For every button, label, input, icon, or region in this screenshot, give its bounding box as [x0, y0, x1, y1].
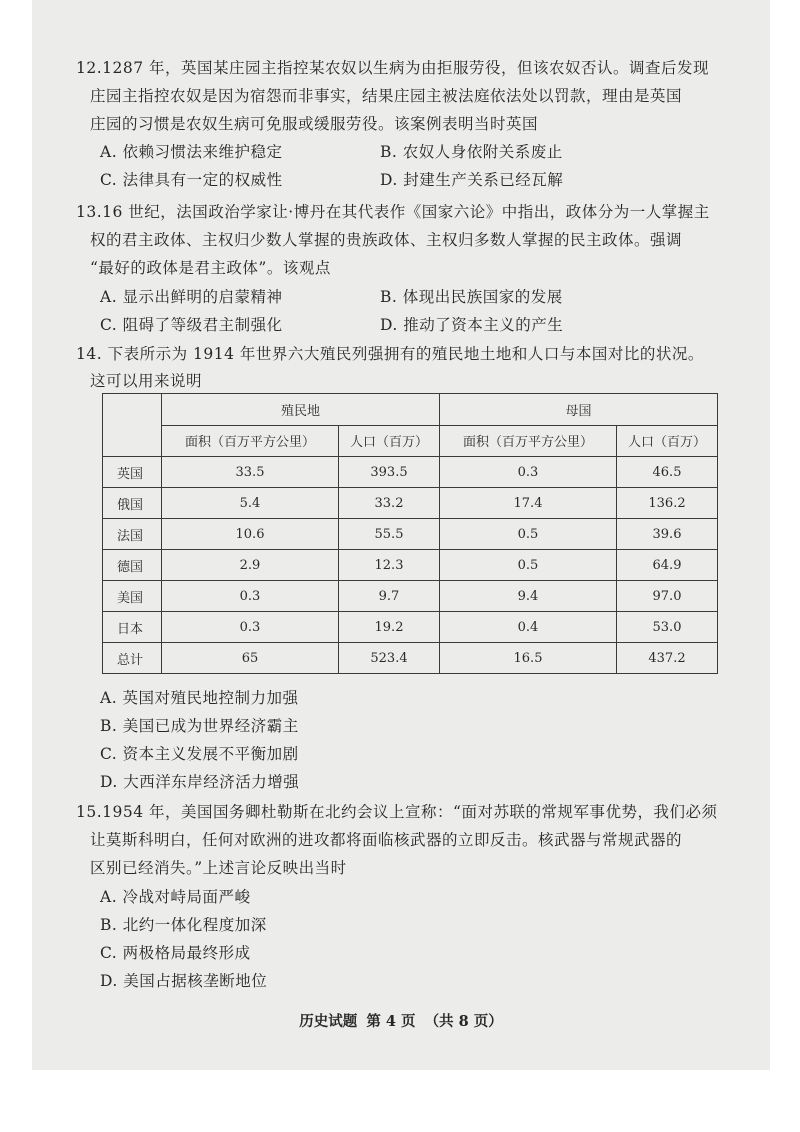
- q13-option-d: D. 推动了资本主义的产生: [380, 316, 564, 334]
- page-footer: [32, 1010, 770, 1031]
- q12-option-c: C. 法律具有一定的权威性: [100, 171, 283, 189]
- q14-option-a: A. 英国对殖民地控制力加强: [100, 689, 299, 707]
- colony-group-header: 殖民地: [162, 394, 440, 426]
- table-row: [103, 581, 718, 612]
- q13-option-c: C. 阻碍了等级君主制强化: [100, 316, 283, 334]
- q12-line-1: 12.1287 年，英国某庄园主指控某农奴以生病为由拒服劳役，但该农奴否认。调查后发现: [76, 59, 710, 77]
- table-cell: 136.2: [617, 488, 718, 519]
- q15-option-c: C. 两极格局最终形成: [100, 944, 251, 962]
- q13-line-2: 权的君主政体、主权归少数人掌握的贵族政体、主权归多数人掌握的民主政体。强调: [90, 231, 683, 249]
- column-header: 面积（百万平方公里）: [162, 425, 339, 457]
- q14-option-d: D. 大西洋东岸经济活力增强: [100, 773, 300, 791]
- q14-line-1: 14. 下表所示为 1914 年世界六大殖民列强拥有的殖民地土地和人口与本国对比的状况。: [76, 345, 704, 363]
- footer-subject: 历史试题: [299, 1013, 358, 1030]
- row-label: 德国: [103, 550, 162, 581]
- table-sub-header-row: [103, 425, 718, 457]
- table-total-row: [103, 643, 718, 674]
- table-cell: 46.5: [617, 457, 718, 488]
- q12-option-b: B. 农奴人身依附关系废止: [380, 143, 563, 161]
- table-cell: 39.6: [617, 519, 718, 550]
- table-cell: 0.3: [162, 581, 339, 612]
- row-label: 英国: [103, 457, 162, 488]
- q15-option-a: A. 冷战对峙局面严峻: [100, 888, 251, 906]
- q13-option-a: A. 显示出鲜明的启蒙精神: [100, 288, 283, 306]
- table-cell: 53.0: [617, 612, 718, 643]
- table-cell: 17.4: [440, 488, 617, 519]
- table-cell: 0.3: [440, 457, 617, 488]
- q15-line-3: 区别已经消失。”上述言论反映出当时: [90, 859, 347, 877]
- column-header: 人口（百万）: [339, 425, 440, 457]
- table-cell: 523.4: [339, 643, 440, 674]
- table-row: [103, 457, 718, 488]
- q12-option-d: D. 封建生产关系已经瓦解: [380, 171, 564, 189]
- table-cell: 33.5: [162, 457, 339, 488]
- q15-line-1: 15.1954 年，美国国务卿杜勒斯在北约会议上宣称：“面对苏联的常规军事优势，我们必须: [76, 803, 718, 821]
- table-cell: 10.6: [162, 519, 339, 550]
- table-cell: 55.5: [339, 519, 440, 550]
- q13-line-3: “最好的政体是君主政体”。该观点: [90, 259, 331, 277]
- column-header: 人口（百万）: [617, 425, 718, 457]
- table-cell: 97.0: [617, 581, 718, 612]
- colony-table: [102, 393, 718, 674]
- table-cell: 0.4: [440, 612, 617, 643]
- footer-page-number: 第 4 页: [366, 1013, 416, 1030]
- q15-option-d: D. 美国占据核垄断地位: [100, 972, 268, 990]
- table-cell: 2.9: [162, 550, 339, 581]
- table-cell: 19.2: [339, 612, 440, 643]
- q14-option-c: C. 资本主义发展不平衡加剧: [100, 745, 299, 763]
- table-cell: 9.7: [339, 581, 440, 612]
- table-cell: 65: [162, 643, 339, 674]
- table-row: [103, 488, 718, 519]
- row-label: 总计: [103, 643, 162, 674]
- exam-page: [32, 0, 770, 1070]
- q13-line-1: 13.16 世纪，法国政治学家让·博丹在其代表作《国家六论》中指出，政体分为一人掌握主: [76, 203, 710, 221]
- document-photo: [32, 0, 770, 1070]
- table-cell: 393.5: [339, 457, 440, 488]
- q14-line-2: 这可以用来说明: [90, 372, 203, 390]
- table-cell: 12.3: [339, 550, 440, 581]
- table-row: [103, 550, 718, 581]
- footer-total-pages: （共 8 页）: [424, 1013, 503, 1030]
- row-label: 俄国: [103, 488, 162, 519]
- table-row: [103, 519, 718, 550]
- column-header: 面积（百万平方公里）: [440, 425, 617, 457]
- row-label: 法国: [103, 519, 162, 550]
- q15-line-2: 让莫斯科明白，任何对欧洲的进攻都将面临核武器的立即反击。核武器与常规武器的: [90, 831, 683, 849]
- table-row: [103, 612, 718, 643]
- table-cell: 33.2: [339, 488, 440, 519]
- table-group-header-row: [103, 394, 718, 426]
- q12-line-2: 庄园主指控农奴是因为宿怨而非事实，结果庄园主被法庭依法处以罚款，理由是英国: [90, 87, 683, 105]
- table-cell: 5.4: [162, 488, 339, 519]
- q12-option-a: A. 依赖习惯法来维护稳定: [100, 143, 283, 161]
- table-cell: 16.5: [440, 643, 617, 674]
- q12-line-3: 庄园的习惯是农奴生病可免服或缓服劳役。该案例表明当时英国: [90, 115, 539, 133]
- q13-option-b: B. 体现出民族国家的发展: [380, 288, 563, 306]
- row-label: 日本: [103, 612, 162, 643]
- table-cell: 0.5: [440, 550, 617, 581]
- q15-option-b: B. 北约一体化程度加深: [100, 916, 267, 934]
- table-cell: 0.5: [440, 519, 617, 550]
- table-cell: 0.3: [162, 612, 339, 643]
- q14-option-b: B. 美国已成为世界经济霸主: [100, 717, 299, 735]
- table-cell: 64.9: [617, 550, 718, 581]
- row-label: 美国: [103, 581, 162, 612]
- table-cell: 437.2: [617, 643, 718, 674]
- table-corner-cell: [103, 394, 162, 457]
- home-country-group-header: 母国: [440, 394, 718, 426]
- table-cell: 9.4: [440, 581, 617, 612]
